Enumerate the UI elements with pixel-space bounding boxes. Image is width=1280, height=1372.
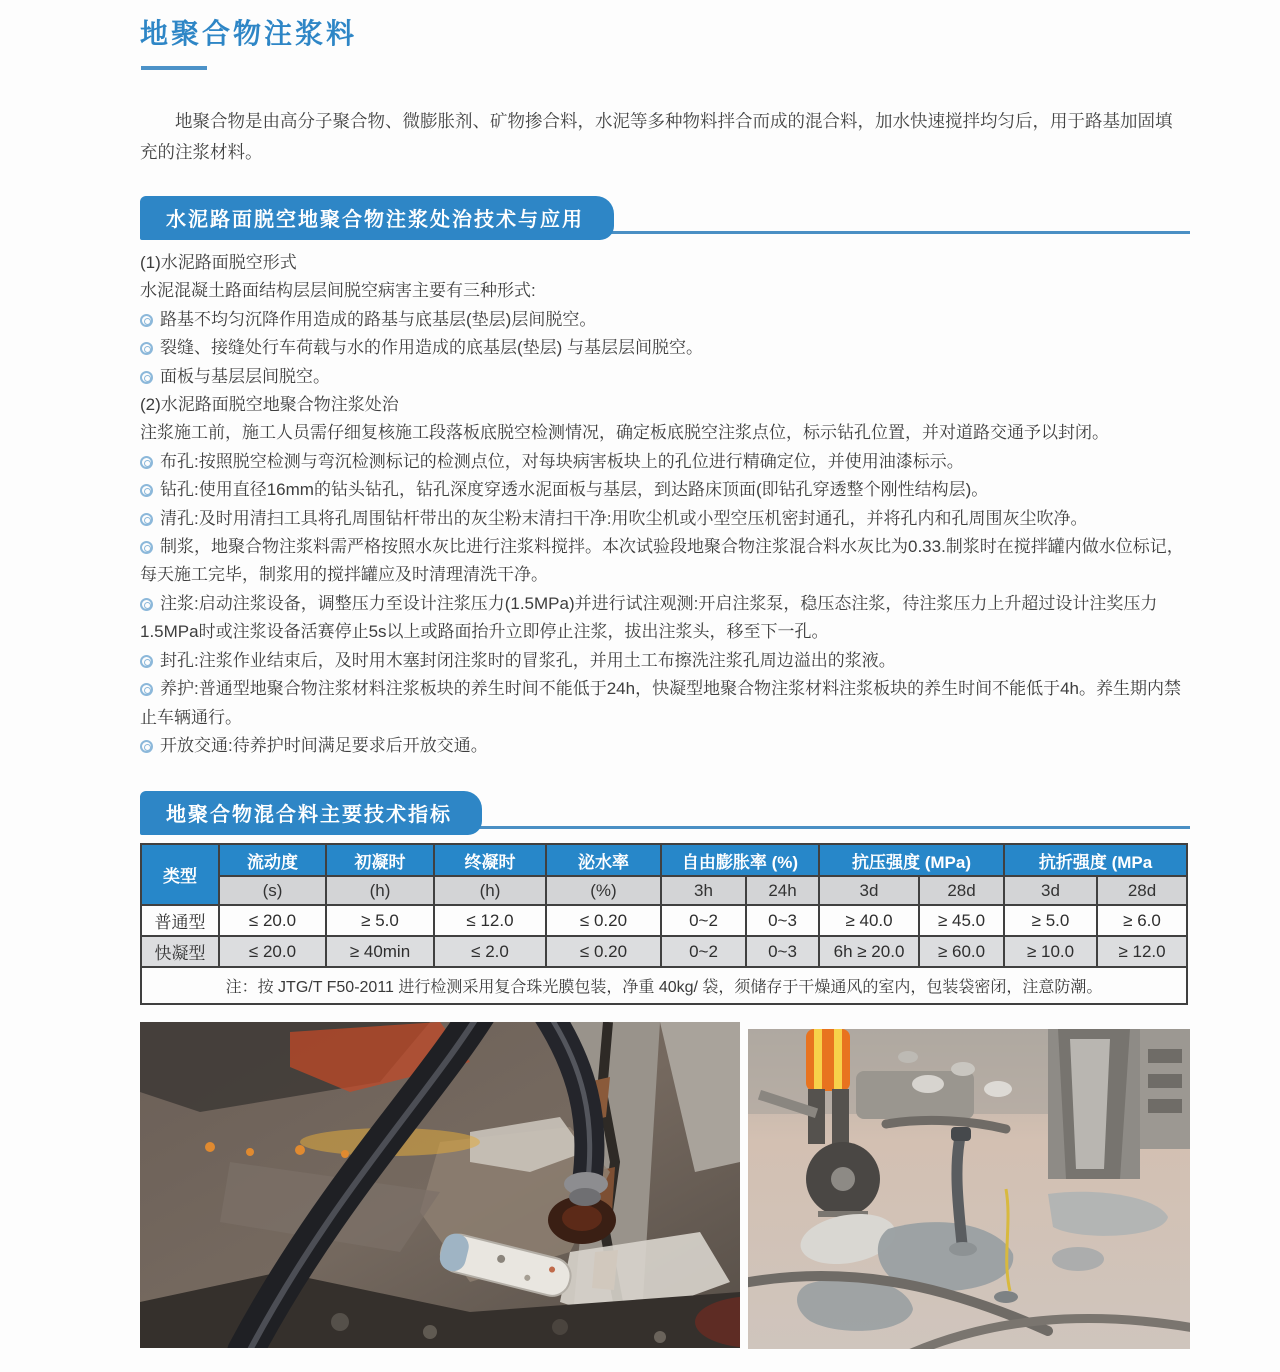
subheader-cell: 24h — [746, 876, 819, 905]
row-type-cell: 快凝型 — [141, 936, 219, 967]
bullet-paragraph: 封孔:注浆作业结束后，及时用木塞封闭注浆时的冒浆孔，并用土工布擦洗注浆孔周边溢出的浆液。 — [140, 647, 1192, 675]
value-cell: ≤ 20.0 — [219, 936, 326, 967]
ring-bullet-icon — [140, 342, 153, 355]
value-cell: ≥ 40min — [326, 936, 434, 967]
value-cell: 0~3 — [746, 936, 819, 967]
section-banner-specs — [140, 791, 1190, 831]
bullet-paragraph: 清孔:及时用清扫工具将孔周围钻杆带出的灰尘粉末清扫干净:用吹尘机或小型空压机密封通孔，并将孔内和孔周围灰尘吹净。 — [140, 505, 1192, 533]
value-cell: ≥ 40.0 — [819, 905, 919, 936]
subheader-cell: (s) — [219, 876, 326, 905]
bullet-paragraph: 开放交通:待养护时间满足要求后开放交通。 — [140, 732, 1192, 760]
value-cell: ≤ 0.20 — [546, 936, 661, 967]
ring-bullet-icon — [140, 740, 153, 753]
subheader-cell: (h) — [326, 876, 434, 905]
ring-bullet-icon — [140, 655, 153, 668]
subheader-cell: 28d — [1097, 876, 1187, 905]
bullet-paragraph: 制浆，地聚合物注浆料需严格按照水灰比进行注浆料搅拌。本次试验段地聚合物注浆混合料水灰比为0.33.制浆时在搅拌罐内做水位标记，每天施工完毕，制浆用的搅拌罐应及时清理清洗干净。 — [140, 537, 1184, 585]
bullet-paragraph: 面板与基层层间脱空。 — [140, 363, 1192, 391]
technology-section-body — [140, 249, 1192, 760]
banner-tab: 地聚合物混合料主要技术指标 — [140, 791, 482, 835]
paragraph: 注浆施工前，施工人员需仔细复核施工段落板底脱空检测情况，确定板底脱空注浆点位，标示钻孔位置，并对道路交通予以封闭。 — [140, 423, 1109, 443]
paragraph: (1)水泥路面脱空形式 — [140, 253, 297, 272]
ring-bullet-icon — [140, 598, 153, 611]
header-cell: 自由膨胀率 (%) — [661, 844, 819, 876]
value-cell: ≤ 0.20 — [546, 905, 661, 936]
table-note-row — [141, 967, 1187, 1004]
header-cell: 抗折强度 (MPa — [1004, 844, 1187, 876]
table-header-row-1 — [141, 844, 1187, 876]
value-cell: ≤ 12.0 — [434, 905, 546, 936]
header-cell: 终凝时 — [434, 844, 546, 876]
value-cell: 0~2 — [661, 905, 746, 936]
spec-table — [140, 843, 1188, 1005]
value-cell: 6h ≥ 20.0 — [819, 936, 919, 967]
ring-bullet-icon — [140, 484, 153, 497]
table-row — [141, 936, 1187, 967]
value-cell: ≥ 12.0 — [1097, 936, 1187, 967]
value-cell: ≥ 45.0 — [919, 905, 1004, 936]
bullet-paragraph: 注浆:启动注浆设备，调整压力至设计注浆压力(1.5MPa)并进行试注观测:开启注浆泵，稳压态注浆，待注浆压力上升超过设计注奖压力1.5MPa时或注浆设备活赛停止5s以上或路面抬升立即停止注浆，拔出注浆头，移至下一孔。 — [140, 593, 1158, 642]
table-row — [141, 905, 1187, 936]
value-cell: ≤ 2.0 — [434, 936, 546, 967]
photo-grouting-worksite — [748, 1029, 1190, 1349]
bullet-paragraph: 养护:普通型地聚合物注浆材料注浆板块的养生时间不能低于24h，快凝型地聚合物注浆材料注浆板块的养生时间不能低于4h。养生期内禁止车辆通行。 — [140, 679, 1181, 727]
paragraph: (2)水泥路面脱空地聚合物注浆处治 — [140, 395, 399, 415]
page-title: 地聚合物注浆料 — [140, 18, 358, 49]
value-cell: ≥ 5.0 — [326, 905, 434, 936]
subheader-cell: (h) — [434, 876, 546, 905]
subheader-cell: 3d — [819, 876, 919, 905]
paragraph: 水泥混凝土路面结构层层间脱空病害主要有三种形式: — [140, 281, 536, 301]
ring-bullet-icon — [140, 456, 153, 469]
ring-bullet-icon — [140, 541, 153, 554]
value-cell: 0~3 — [746, 905, 819, 936]
table-header-row-2 — [141, 876, 1187, 905]
table-note: 注：按 JTG/T F50-2011 进行检测采用复合珠光膜包装，净重 40kg/ 袋，须储存于干燥通风的室内，包装袋密闭，注意防潮。 — [141, 967, 1187, 1004]
header-cell: 流动度 — [219, 844, 326, 876]
ring-bullet-icon — [140, 314, 153, 327]
value-cell: 0~2 — [661, 936, 746, 967]
header-cell-type: 类型 — [141, 844, 219, 905]
value-cell: ≥ 5.0 — [1004, 905, 1097, 936]
header-cell: 泌水率 — [546, 844, 661, 876]
title-underline — [141, 66, 207, 70]
value-cell: ≤ 20.0 — [219, 905, 326, 936]
bullet-paragraph: 路基不均匀沉降作用造成的路基与底基层(垫层)层间脱空。 — [140, 306, 1192, 334]
bullet-paragraph: 裂缝、接缝处行车荷载与水的作用造成的底基层(垫层) 与基层层间脱空。 — [140, 334, 1192, 362]
bullet-paragraph: 钻孔:使用直径16mm的钻头钻孔，钻孔深度穿透水泥面板与基层，到达路床顶面(即钻孔穿透整个刚性结构层)。 — [140, 476, 1192, 504]
intro-paragraph: 地聚合物是由高分子聚合物、微膨胀剂、矿物掺合料，水泥等多种物料拌合而成的混合料，加水快速搅拌均匀后，用于路基加固填充的注浆材料。 — [140, 111, 1173, 162]
header-cell: 抗压强度 (MPa) — [819, 844, 1004, 876]
subheader-cell: 3h — [661, 876, 746, 905]
value-cell: ≥ 60.0 — [919, 936, 1004, 967]
value-cell: ≥ 10.0 — [1004, 936, 1097, 967]
photo-grouting-hole-pavement — [140, 1022, 740, 1348]
value-cell: ≥ 6.0 — [1097, 905, 1187, 936]
ring-bullet-icon — [140, 513, 153, 526]
subheader-cell: (%) — [546, 876, 661, 905]
header-cell: 初凝时 — [326, 844, 434, 876]
subheader-cell: 28d — [919, 876, 1004, 905]
section-banner-technology — [140, 196, 1190, 236]
banner-tab: 水泥路面脱空地聚合物注浆处治技术与应用 — [140, 196, 614, 240]
bullet-paragraph: 布孔:按照脱空检测与弯沉检测标记的检测点位，对每块病害板块上的孔位进行精确定位，并使用油漆标示。 — [140, 448, 1192, 476]
ring-bullet-icon — [140, 683, 153, 696]
subheader-cell: 3d — [1004, 876, 1097, 905]
row-type-cell: 普通型 — [141, 905, 219, 936]
ring-bullet-icon — [140, 371, 153, 384]
